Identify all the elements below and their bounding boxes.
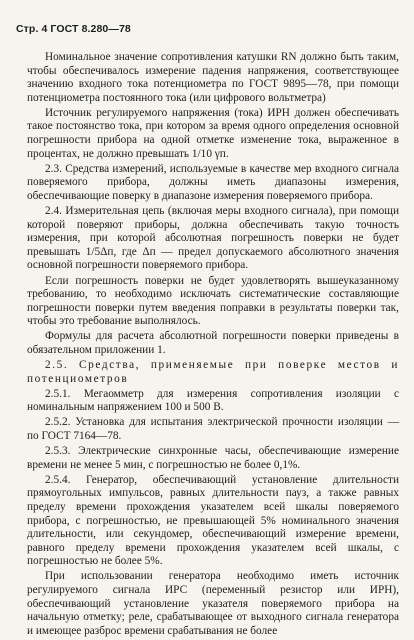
paragraph-coil-resistance: Номинальное значение сопротивления катушки RN должно быть таким, чтобы обеспечивалось измерение падения напряжения, соответствующее значению входного тока потенциометра по ГОСТ 9895—78, при помощи потенциометра постоянного тока (или цифрового вольтметра) <box>27 51 399 104</box>
paragraph-2-5-4: 2.5.4. Генератор, обеспечивающий установление длительности прямоугольных импульсов, равных длительности пауз, а также равных пределу времени прохождения указателем всей шкалы поверяемого прибора, с погрешностью, не превышающей 5% номинального значения длительности, или секундомер, обеспечивающий измерение времени, равного пределу времени прохождения указателем всей шкалы, с погрешностью не более 5%. <box>27 473 399 568</box>
paragraph-2-4: 2.4. Измерительная цепь (включая меры входного сигнала), при помощи которой поверяют приборы, должна обеспечивать такую точность измерения, при которой абсолютная погрешность поверки не будет превышать 1/5Δп, где Δп — предел допускаемого абсолютного значения основной погрешности поверяемого прибора. <box>27 205 399 272</box>
section-heading-2-5: 2.5. Средства, применяемые при поверке местов и потенциометров <box>27 359 399 385</box>
paragraph-2-5-2: 2.5.2. Установка для испытания электрической прочности изоляции — по ГОСТ 7164—78. <box>27 416 399 443</box>
paragraph-formulas: Формулы для расчета абсолютной погрешности поверки приведены в обязательном приложении 1. <box>27 330 399 356</box>
page-header: Стр. 4 ГОСТ 8.280—78 <box>16 23 131 35</box>
paragraph-2-5-1: 2.5.1. Мегаомметр для измерения сопротивления изоляции с номинальным напряжением 100 и 500 В. <box>27 387 399 414</box>
document-body <box>27 51 399 640</box>
paragraph-2-3: 2.3. Средства измерений, используемые в качестве мер входного сигнала поверяемого прибора, должны иметь диапазоны измерения, обеспечивающие поверку в диапазоне измерения поверяемого прибора. <box>27 162 399 202</box>
paragraph-voltage-source: Источник регулируемого напряжения (тока) ИРН должен обеспечивать такое постоянство тока, при котором за время одного определения основной погрешности прибора на одной отметке изменение тока, выраженное в процентах, не должно превышать 1/10 γп. <box>27 106 399 160</box>
paragraph-error-correction: Если погрешность поверки не будет удовлетворять вышеуказанному требованию, то необходимо исключать систематические составляющие погрешности поверки путем введения поправки в результаты поверки так, чтобы это требование выполнялось. <box>27 274 399 328</box>
paragraph-generator-use: При использовании генератора необходимо иметь источник регулируемого сигнала ИРС (переменный резистор или ИРН), обеспечивающий установление указателя поверяемого прибора на начальную отметку; реле, срабатывающее от выходного сигнала генератора и имеющее разброс времени срабатывания не более <box>27 570 399 637</box>
paragraph-2-5-3: 2.5.3. Электрические синхронные часы, обеспечивающие измерение времени не менее 5 мин, с погрешностью не более 0,1%. <box>27 445 399 471</box>
